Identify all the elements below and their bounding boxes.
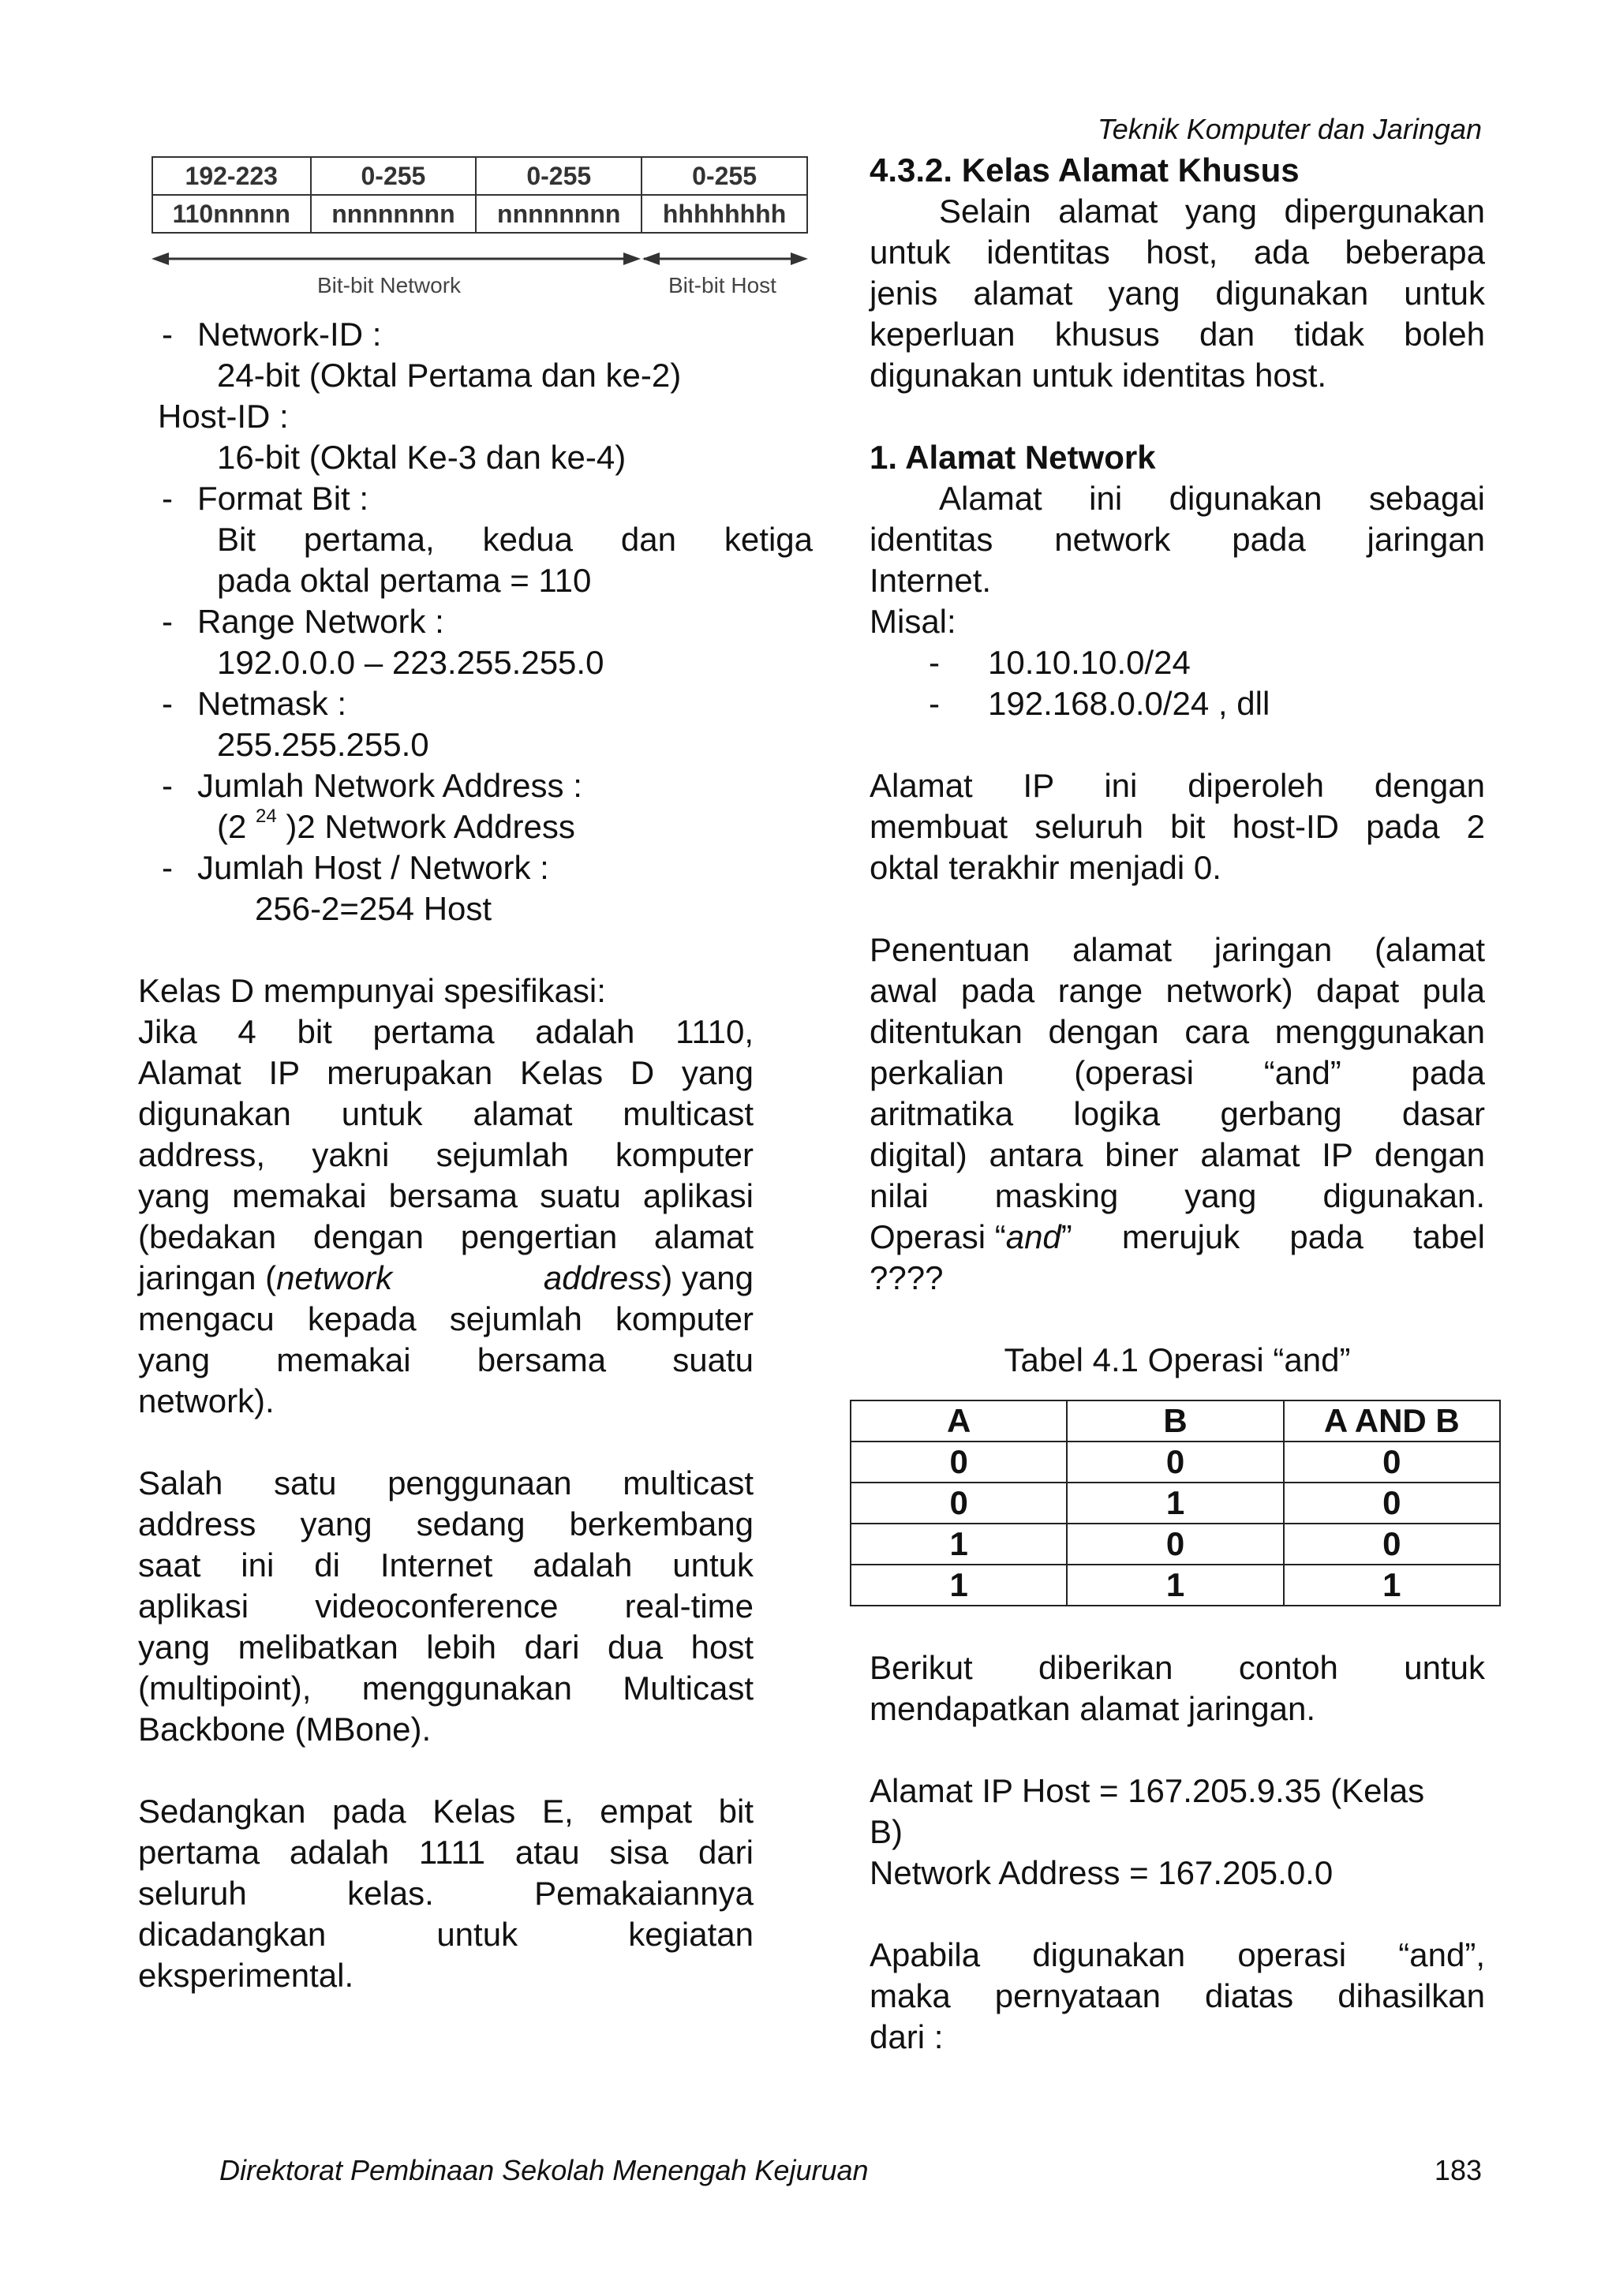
text-fragment: jaringan (: [138, 1259, 277, 1296]
table-cell: 1: [1067, 1565, 1283, 1606]
octet3-range: 0-255: [476, 157, 642, 195]
table-caption: Tabel 4.1 Operasi “and”: [1004, 1341, 1351, 1378]
bullet-dash: -: [162, 480, 173, 517]
kelas-e-line: Sedangkan pada Kelas E, empat bit: [138, 1793, 754, 1830]
list-item: [138, 601, 754, 642]
apabila-line: dari :: [870, 2018, 944, 2055]
bit-table: [152, 156, 808, 234]
kelas-d-line: Kelas D mempunyai spesifikasi:: [138, 972, 606, 1009]
class-c-bit-diagram: [152, 156, 814, 306]
left-column: [138, 156, 813, 1996]
section-heading: 4.3.2. Kelas Alamat Khusus: [870, 151, 1300, 189]
octet2-range: 0-255: [311, 157, 477, 195]
kelas-d-paragraph: [138, 970, 754, 1422]
text-fragment: ) yang: [661, 1259, 754, 1296]
multicast-line: aplikasi videoconference real-time: [138, 1587, 754, 1625]
multicast-paragraph: [138, 1463, 754, 1750]
jumlah-network-value: [138, 806, 754, 847]
table-row: [851, 1524, 1500, 1565]
octet1-range: 192-223: [152, 157, 311, 195]
network-line: Internet.: [870, 562, 992, 599]
octet4-bits: hhhhhhhh: [642, 195, 807, 233]
table-cell: 0: [851, 1442, 1067, 1483]
kelas-d-line: Alamat IP merupakan Kelas D yang: [138, 1054, 754, 1091]
header-a: A: [851, 1400, 1067, 1442]
intro-line: digunakan untuk identitas host.: [870, 357, 1327, 394]
header-b: B: [1067, 1400, 1283, 1442]
multicast-line: Backbone (MBone).: [138, 1711, 432, 1748]
format-bit-label: Format Bit :: [197, 480, 369, 517]
jumlah-network-label: Jumlah Network Address :: [197, 767, 582, 804]
intro-line: jenis alamat yang digunakan untuk: [870, 275, 1485, 312]
bullet-dash: -: [929, 644, 940, 681]
netmask-value: 255.255.255.0: [217, 726, 429, 763]
penentuan-line: digital) antara biner alamat IP dengan: [870, 1136, 1485, 1173]
network-address-term: network address: [276, 1259, 662, 1296]
class-c-spec-list: [138, 314, 813, 929]
header-a-and-b: A AND B: [1284, 1400, 1500, 1442]
right-column: [870, 150, 1485, 2058]
bullet-dash: -: [162, 603, 173, 640]
berikut-line: Berikut diberikan contoh untuk: [870, 1649, 1485, 1686]
misal-label: Misal:: [870, 603, 956, 640]
octet1-bits: 110nnnnn: [152, 195, 311, 233]
diperoleh-paragraph: [870, 765, 1485, 888]
kelas-d-line: yang memakai bersama suatu: [138, 1341, 754, 1378]
network-id-label: Network-ID :: [197, 316, 382, 353]
host-ip-line: Alamat IP Host = 167.205.9.35 (Kelas: [870, 1772, 1425, 1809]
kelas-d-line: [138, 1258, 754, 1299]
octet4-range: 0-255: [642, 157, 807, 195]
text-fragment: Operasi “: [870, 1218, 1006, 1255]
format-bit-value-line1: [138, 519, 813, 560]
bullet-dash: -: [162, 316, 173, 353]
jumlah-network-exponent: 24: [256, 806, 277, 827]
jumlah-host-label: Jumlah Host / Network :: [197, 849, 549, 886]
list-item: [138, 478, 754, 519]
penentuan-line: ditentukan dengan cara menggunakan: [870, 1013, 1485, 1050]
bullet-dash: -: [929, 685, 940, 722]
kelas-d-line: mengacu kepada sejumlah komputer: [138, 1300, 754, 1337]
penentuan-line: Penentuan alamat jaringan (alamat: [870, 931, 1485, 968]
intro-line: Selain alamat yang dipergunakan: [939, 193, 1485, 230]
kelas-e-paragraph: [138, 1791, 754, 1996]
table-row: [851, 1442, 1500, 1483]
text-fragment: ” merujuk pada tabel: [1060, 1218, 1485, 1255]
network-bits-label: Bit-bit Network: [317, 273, 462, 297]
format-bit-value-line2: pada oktal pertama = 110: [217, 562, 592, 599]
kelas-d-line: yang memakai bersama suatu aplikasi: [138, 1177, 754, 1214]
intro-paragraph: [870, 191, 1485, 396]
table-cell: 0: [851, 1483, 1067, 1524]
kelas-d-line: network).: [138, 1382, 275, 1419]
kelas-d-line: address, yakni sejumlah komputer: [138, 1136, 754, 1173]
table-cell: 1: [1067, 1483, 1283, 1524]
sub-heading-alamat-network: 1. Alamat Network: [870, 439, 1156, 476]
format-bit-text: Bit pertama, kedua dan ketiga: [217, 521, 813, 558]
kelas-e-line: pertama adalah 1111 atau sisa dari: [138, 1834, 754, 1871]
penentuan-line: ????: [870, 1259, 944, 1296]
octet3-bits: nnnnnnnn: [476, 195, 642, 233]
table-cell: 0: [1284, 1524, 1500, 1565]
kelas-e-line: dicadangkan untuk kegiatan: [138, 1916, 754, 1953]
table-cell: 1: [851, 1565, 1067, 1606]
example-network-2: 192.168.0.0/24 , dll: [988, 685, 1270, 722]
network-line: Alamat ini digunakan sebagai: [939, 480, 1485, 517]
host-ip-line: B): [870, 1813, 903, 1850]
apabila-line: maka pernyataan diatas dihasilkan: [870, 1977, 1485, 2014]
multicast-line: Salah satu penggunaan multicast: [138, 1464, 754, 1501]
network-line: identitas network pada jaringan: [870, 521, 1485, 558]
penentuan-line: awal pada range network) dapat pula: [870, 972, 1485, 1009]
table-cell: 0: [1067, 1442, 1283, 1483]
list-item: [138, 314, 754, 355]
kelas-e-line: seluruh kelas. Pemakaiannya: [138, 1875, 754, 1912]
table-cell: 1: [851, 1524, 1067, 1565]
list-item: [870, 683, 1485, 724]
multicast-line: (multipoint), menggunakan Multicast: [138, 1670, 754, 1707]
kelas-d-line: Jika 4 bit pertama adalah 1110,: [138, 1013, 754, 1050]
example-addresses: [870, 1771, 1485, 1894]
intro-line: keperluan khusus dan tidak boleh: [870, 316, 1485, 353]
list-item: [138, 765, 754, 806]
octet2-bits: nnnnnnnn: [311, 195, 477, 233]
penentuan-paragraph: [870, 929, 1485, 1299]
jumlah-network-pre: (2: [217, 808, 256, 845]
multicast-line: yang melibatkan lebih dari dua host: [138, 1629, 754, 1666]
and-term: and: [1005, 1218, 1061, 1255]
bit-range-arrows: [152, 235, 814, 267]
penentuan-line: aritmatika logika gerbang dasar: [870, 1095, 1485, 1132]
diperoleh-line: oktal terakhir menjadi 0.: [870, 849, 1221, 886]
table-row: [851, 1483, 1500, 1524]
running-header: Teknik Komputer dan Jaringan: [1098, 113, 1482, 145]
table-row: [851, 1565, 1500, 1606]
table-cell: 0: [1284, 1483, 1500, 1524]
penentuan-line: perkalian (operasi “and” pada: [870, 1054, 1485, 1091]
apabila-paragraph: [870, 1935, 1485, 2058]
and-operation-table: [850, 1400, 1501, 1606]
apabila-line: Apabila digunakan operasi “and”,: [870, 1936, 1485, 1973]
network-address-line: Network Address = 167.205.0.0: [870, 1854, 1334, 1891]
diperoleh-line: Alamat IP ini diperoleh dengan: [870, 767, 1485, 804]
bullet-dash: -: [162, 767, 173, 804]
host-id-value: 16-bit (Oktal Ke-3 dan ke-4): [217, 439, 627, 476]
footer-publisher: Direktorat Pembinaan Sekolah Menengah Kejuruan: [219, 2154, 869, 2186]
range-network-value: 192.0.0.0 – 223.255.255.0: [217, 644, 604, 681]
host-id-label: Host-ID :: [158, 398, 289, 435]
host-bits-label: Bit-bit Host: [668, 273, 776, 297]
table-header-row: [851, 1400, 1500, 1442]
multicast-line: address yang sedang berkembang: [138, 1505, 754, 1543]
penentuan-line: [870, 1217, 1485, 1258]
berikut-line: mendapatkan alamat jaringan.: [870, 1690, 1316, 1727]
bullet-dash: -: [162, 849, 173, 886]
jumlah-network-post: )2 Network Address: [276, 808, 575, 845]
diperoleh-line: membuat seluruh bit host-ID pada 2: [870, 808, 1485, 845]
table-cell: 0: [1067, 1524, 1283, 1565]
penentuan-line: nilai masking yang digunakan.: [870, 1177, 1485, 1214]
intro-line: untuk identitas host, ada beberapa: [870, 234, 1485, 271]
netmask-label: Netmask :: [197, 685, 347, 722]
multicast-line: saat ini di Internet adalah untuk: [138, 1546, 754, 1584]
kelas-e-line: eksperimental.: [138, 1957, 354, 1994]
list-item: [138, 683, 754, 724]
table-cell: 0: [1284, 1442, 1500, 1483]
network-id-value: 24-bit (Oktal Pertama dan ke-2): [217, 357, 682, 394]
jumlah-host-value: 256-2=254 Host: [255, 890, 492, 927]
list-item: [138, 847, 754, 888]
kelas-d-line: (bedakan dengan pengertian alamat: [138, 1218, 754, 1255]
berikut-paragraph: [870, 1647, 1485, 1729]
list-item: [870, 642, 1485, 683]
range-network-label: Range Network :: [197, 603, 444, 640]
example-network-1: 10.10.10.0/24: [988, 644, 1191, 681]
page-number: 183: [1434, 2154, 1482, 2186]
kelas-d-line: digunakan untuk alamat multicast: [138, 1095, 754, 1132]
table-cell: 1: [1284, 1565, 1500, 1606]
bullet-dash: -: [162, 685, 173, 722]
